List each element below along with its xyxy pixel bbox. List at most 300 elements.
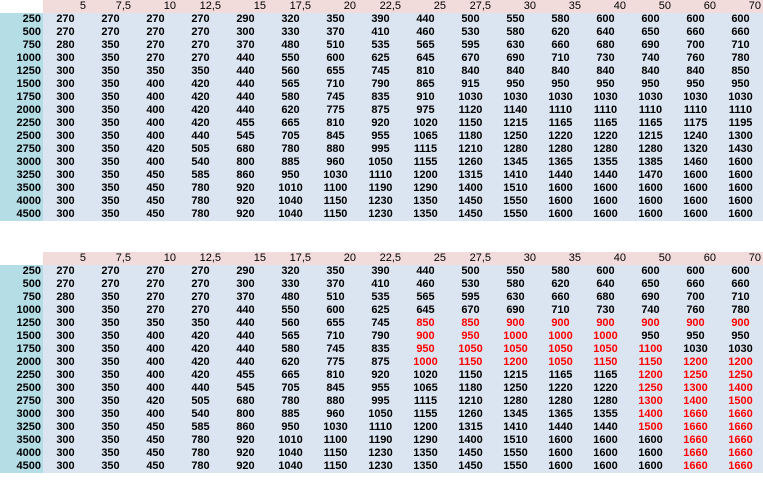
- table-cell[interactable]: 300: [43, 434, 88, 447]
- table-cell[interactable]: 950: [268, 169, 313, 182]
- table-cell[interactable]: 600: [718, 265, 763, 278]
- column-header[interactable]: 30: [493, 252, 538, 265]
- table-cell[interactable]: 900: [583, 317, 628, 330]
- table-cell[interactable]: 420: [178, 369, 223, 382]
- table-cell[interactable]: 440: [223, 330, 268, 343]
- table-cell[interactable]: 920: [223, 195, 268, 208]
- column-header[interactable]: 10: [133, 0, 178, 13]
- column-header[interactable]: 40: [583, 0, 628, 13]
- column-header[interactable]: 10: [133, 252, 178, 265]
- table-cell[interactable]: 510: [313, 39, 358, 52]
- table-cell[interactable]: 840: [673, 65, 718, 78]
- table-cell[interactable]: 760: [673, 52, 718, 65]
- table-cell[interactable]: 780: [268, 395, 313, 408]
- table-cell[interactable]: 875: [358, 104, 403, 117]
- row-header[interactable]: 1000: [0, 52, 43, 65]
- table-cell[interactable]: 950: [718, 330, 763, 343]
- table-cell[interactable]: 1600: [718, 156, 763, 169]
- table-cell[interactable]: 350: [313, 13, 358, 26]
- table-cell[interactable]: 450: [133, 460, 178, 473]
- table-cell[interactable]: 1280: [583, 395, 628, 408]
- table-cell[interactable]: 1195: [718, 117, 763, 130]
- table-cell[interactable]: 705: [268, 130, 313, 143]
- table-cell[interactable]: 1600: [673, 169, 718, 182]
- table-cell[interactable]: 350: [88, 356, 133, 369]
- table-cell[interactable]: 1175: [673, 117, 718, 130]
- table-cell[interactable]: 1220: [583, 382, 628, 395]
- table-cell[interactable]: 680: [223, 395, 268, 408]
- table-cell[interactable]: 1350: [403, 447, 448, 460]
- table-cell[interactable]: 1200: [493, 356, 538, 369]
- table-cell[interactable]: 835: [358, 91, 403, 104]
- table-cell[interactable]: 300: [223, 278, 268, 291]
- table-cell[interactable]: 1040: [268, 208, 313, 221]
- table-cell[interactable]: 1165: [538, 369, 583, 382]
- column-header[interactable]: 40: [583, 252, 628, 265]
- table-cell[interactable]: 1190: [358, 182, 403, 195]
- table-cell[interactable]: 1210: [448, 395, 493, 408]
- row-header[interactable]: 2500: [0, 130, 43, 143]
- table-cell[interactable]: 655: [313, 317, 358, 330]
- table-cell[interactable]: 1220: [538, 382, 583, 395]
- table-cell[interactable]: 300: [43, 169, 88, 182]
- table-cell[interactable]: 665: [268, 117, 313, 130]
- table-cell[interactable]: 710: [718, 39, 763, 52]
- table-cell[interactable]: 350: [88, 395, 133, 408]
- table-cell[interactable]: 885: [268, 156, 313, 169]
- table-cell[interactable]: 1180: [448, 130, 493, 143]
- table-cell[interactable]: 740: [628, 52, 673, 65]
- table-cell[interactable]: 1350: [403, 460, 448, 473]
- table-cell[interactable]: 1400: [718, 382, 763, 395]
- column-header[interactable]: 12,5: [178, 0, 223, 13]
- table-cell[interactable]: 1190: [358, 434, 403, 447]
- table-cell[interactable]: 1165: [583, 117, 628, 130]
- table-cell[interactable]: 400: [133, 408, 178, 421]
- table-cell[interactable]: 780: [718, 304, 763, 317]
- table-cell[interactable]: 1030: [628, 91, 673, 104]
- table-cell[interactable]: 350: [88, 117, 133, 130]
- row-header[interactable]: 2500: [0, 382, 43, 395]
- table-cell[interactable]: 350: [88, 130, 133, 143]
- column-header[interactable]: 30: [493, 0, 538, 13]
- table-cell[interactable]: 1215: [493, 117, 538, 130]
- table-cell[interactable]: 1100: [313, 182, 358, 195]
- table-cell[interactable]: 595: [448, 39, 493, 52]
- table-cell[interactable]: 645: [403, 52, 448, 65]
- table-cell[interactable]: 440: [178, 382, 223, 395]
- row-header[interactable]: 1500: [0, 78, 43, 91]
- table-cell[interactable]: 600: [718, 13, 763, 26]
- table-cell[interactable]: 850: [403, 317, 448, 330]
- table-cell[interactable]: 1200: [403, 421, 448, 434]
- table-cell[interactable]: 1440: [583, 169, 628, 182]
- table-cell[interactable]: 1065: [403, 382, 448, 395]
- table-cell[interactable]: 745: [313, 91, 358, 104]
- table-cell[interactable]: 440: [223, 91, 268, 104]
- table-cell[interactable]: 270: [43, 13, 88, 26]
- table-cell[interactable]: 625: [358, 52, 403, 65]
- table-cell[interactable]: 300: [43, 104, 88, 117]
- table-cell[interactable]: 580: [493, 278, 538, 291]
- row-header[interactable]: 1750: [0, 343, 43, 356]
- table-cell[interactable]: 1510: [493, 182, 538, 195]
- table-cell[interactable]: 270: [88, 26, 133, 39]
- column-header[interactable]: 7,5: [88, 252, 133, 265]
- table-cell[interactable]: 780: [178, 447, 223, 460]
- table-cell[interactable]: 780: [178, 434, 223, 447]
- table-cell[interactable]: 1600: [538, 434, 583, 447]
- table-cell[interactable]: 350: [313, 265, 358, 278]
- table-cell[interactable]: 270: [178, 26, 223, 39]
- table-cell[interactable]: 600: [673, 265, 718, 278]
- table-cell[interactable]: 420: [178, 91, 223, 104]
- table-cell[interactable]: 1600: [583, 195, 628, 208]
- column-header[interactable]: 70: [718, 0, 763, 13]
- table-cell[interactable]: 950: [448, 330, 493, 343]
- table-cell[interactable]: 1150: [313, 460, 358, 473]
- table-cell[interactable]: 860: [223, 421, 268, 434]
- table-cell[interactable]: 350: [88, 343, 133, 356]
- row-header[interactable]: 3250: [0, 421, 43, 434]
- table-cell[interactable]: 1300: [673, 382, 718, 395]
- row-header[interactable]: 750: [0, 291, 43, 304]
- table-cell[interactable]: 1215: [628, 130, 673, 143]
- table-cell[interactable]: 1600: [628, 434, 673, 447]
- table-cell[interactable]: 420: [178, 343, 223, 356]
- table-cell[interactable]: 880: [313, 395, 358, 408]
- table-cell[interactable]: 1030: [718, 91, 763, 104]
- table-cell[interactable]: 1230: [358, 447, 403, 460]
- table-cell[interactable]: 1600: [628, 447, 673, 460]
- table-cell[interactable]: 680: [583, 39, 628, 52]
- table-cell[interactable]: 1155: [403, 156, 448, 169]
- table-cell[interactable]: 1165: [583, 369, 628, 382]
- table-cell[interactable]: 730: [583, 304, 628, 317]
- table-cell[interactable]: 875: [358, 356, 403, 369]
- empty-cell[interactable]: [145, 238, 194, 251]
- table-cell[interactable]: 1150: [583, 356, 628, 369]
- table-cell[interactable]: 1550: [493, 447, 538, 460]
- row-header[interactable]: 3250: [0, 169, 43, 182]
- table-cell[interactable]: 390: [358, 13, 403, 26]
- table-cell[interactable]: 400: [133, 156, 178, 169]
- table-cell[interactable]: 920: [223, 460, 268, 473]
- table-cell[interactable]: 300: [43, 143, 88, 156]
- table-cell[interactable]: 460: [403, 278, 448, 291]
- table-cell[interactable]: 1030: [313, 169, 358, 182]
- table-cell[interactable]: 1600: [628, 182, 673, 195]
- table-cell[interactable]: 330: [268, 26, 313, 39]
- row-header[interactable]: 1000: [0, 304, 43, 317]
- table-cell[interactable]: 1320: [673, 143, 718, 156]
- table-cell[interactable]: 690: [628, 291, 673, 304]
- table-cell[interactable]: 530: [448, 26, 493, 39]
- table-cell[interactable]: 1600: [583, 182, 628, 195]
- table-cell[interactable]: 1110: [358, 421, 403, 434]
- table-cell[interactable]: 450: [133, 434, 178, 447]
- table-cell[interactable]: 1050: [493, 343, 538, 356]
- table-cell[interactable]: 840: [448, 65, 493, 78]
- table-cell[interactable]: 565: [268, 78, 313, 91]
- table-cell[interactable]: 1220: [538, 130, 583, 143]
- empty-cell[interactable]: [194, 238, 243, 251]
- table-cell[interactable]: 350: [88, 460, 133, 473]
- table-cell[interactable]: 1660: [718, 421, 763, 434]
- table-cell[interactable]: 640: [583, 26, 628, 39]
- table-cell[interactable]: 455: [223, 117, 268, 130]
- empty-cell[interactable]: [684, 238, 733, 251]
- table-cell[interactable]: 1600: [583, 208, 628, 221]
- table-cell[interactable]: 300: [223, 26, 268, 39]
- table-cell[interactable]: 480: [268, 39, 313, 52]
- table-cell[interactable]: 900: [538, 317, 583, 330]
- table-cell[interactable]: 300: [43, 156, 88, 169]
- row-header[interactable]: 250: [0, 265, 43, 278]
- row-header[interactable]: 3500: [0, 182, 43, 195]
- table-cell[interactable]: 370: [223, 39, 268, 52]
- table-cell[interactable]: 1210: [448, 143, 493, 156]
- table-cell[interactable]: 290: [223, 13, 268, 26]
- table-cell[interactable]: 595: [448, 291, 493, 304]
- table-cell[interactable]: 950: [673, 78, 718, 91]
- table-cell[interactable]: 600: [673, 13, 718, 26]
- table-cell[interactable]: 270: [178, 52, 223, 65]
- column-header[interactable]: 25: [403, 0, 448, 13]
- row-header[interactable]: 3500: [0, 434, 43, 447]
- table-cell[interactable]: 400: [133, 330, 178, 343]
- table-cell[interactable]: 350: [133, 317, 178, 330]
- table-cell[interactable]: 950: [583, 78, 628, 91]
- table-cell[interactable]: 1400: [448, 434, 493, 447]
- empty-cell[interactable]: [733, 238, 763, 251]
- table-cell[interactable]: 270: [43, 278, 88, 291]
- table-cell[interactable]: 1110: [538, 104, 583, 117]
- column-header[interactable]: 27,5: [448, 0, 493, 13]
- table-cell[interactable]: 440: [223, 65, 268, 78]
- table-cell[interactable]: 290: [223, 265, 268, 278]
- table-cell[interactable]: 400: [133, 356, 178, 369]
- table-cell[interactable]: 1400: [448, 182, 493, 195]
- table-cell[interactable]: 550: [493, 13, 538, 26]
- table-cell[interactable]: 440: [223, 78, 268, 91]
- table-cell[interactable]: 660: [673, 26, 718, 39]
- table-cell[interactable]: 910: [403, 91, 448, 104]
- table-cell[interactable]: 960: [313, 156, 358, 169]
- table-cell[interactable]: 350: [88, 317, 133, 330]
- table-cell[interactable]: 500: [448, 265, 493, 278]
- table-cell[interactable]: 1600: [583, 460, 628, 473]
- table-cell[interactable]: 1440: [538, 421, 583, 434]
- table-cell[interactable]: 660: [673, 278, 718, 291]
- table-cell[interactable]: 420: [178, 78, 223, 91]
- table-cell[interactable]: 1600: [538, 182, 583, 195]
- table-cell[interactable]: 1450: [448, 195, 493, 208]
- table-cell[interactable]: 690: [493, 304, 538, 317]
- table-cell[interactable]: 420: [178, 356, 223, 369]
- table-cell[interactable]: 535: [358, 39, 403, 52]
- row-header[interactable]: 1250: [0, 65, 43, 78]
- table-cell[interactable]: 500: [448, 13, 493, 26]
- table-cell[interactable]: 270: [178, 265, 223, 278]
- table-cell[interactable]: 950: [493, 78, 538, 91]
- table-cell[interactable]: 680: [223, 143, 268, 156]
- table-cell[interactable]: 1315: [448, 421, 493, 434]
- table-cell[interactable]: 350: [88, 156, 133, 169]
- table-cell[interactable]: 1290: [403, 434, 448, 447]
- table-cell[interactable]: 1600: [673, 195, 718, 208]
- table-cell[interactable]: 1000: [538, 330, 583, 343]
- table-cell[interactable]: 620: [268, 104, 313, 117]
- table-cell[interactable]: 920: [223, 182, 268, 195]
- table-cell[interactable]: 705: [268, 382, 313, 395]
- table-cell[interactable]: 1260: [448, 408, 493, 421]
- table-cell[interactable]: 1315: [448, 169, 493, 182]
- table-cell[interactable]: 1050: [358, 156, 403, 169]
- table-cell[interactable]: 995: [358, 143, 403, 156]
- table-cell[interactable]: 270: [133, 13, 178, 26]
- table-cell[interactable]: 1120: [448, 104, 493, 117]
- table-cell[interactable]: 600: [628, 13, 673, 26]
- table-cell[interactable]: 1460: [673, 156, 718, 169]
- table-cell[interactable]: 600: [313, 52, 358, 65]
- table-cell[interactable]: 400: [133, 117, 178, 130]
- table-cell[interactable]: 350: [88, 91, 133, 104]
- table-cell[interactable]: 300: [43, 117, 88, 130]
- table-cell[interactable]: 915: [448, 78, 493, 91]
- column-header[interactable]: 50: [628, 252, 673, 265]
- table-cell[interactable]: 1500: [628, 421, 673, 434]
- table-cell[interactable]: 1660: [673, 434, 718, 447]
- table-cell[interactable]: 810: [313, 117, 358, 130]
- row-header[interactable]: 1500: [0, 330, 43, 343]
- table-cell[interactable]: 1400: [673, 395, 718, 408]
- table-cell[interactable]: 565: [268, 330, 313, 343]
- corner-cell[interactable]: [0, 0, 43, 13]
- table-cell[interactable]: 420: [178, 117, 223, 130]
- table-cell[interactable]: 1030: [493, 91, 538, 104]
- table-cell[interactable]: 505: [178, 143, 223, 156]
- table-cell[interactable]: 270: [43, 26, 88, 39]
- empty-cell[interactable]: [47, 238, 96, 251]
- empty-cell[interactable]: [292, 238, 341, 251]
- table-cell[interactable]: 300: [43, 78, 88, 91]
- table-cell[interactable]: 440: [223, 343, 268, 356]
- table-cell[interactable]: 745: [358, 317, 403, 330]
- table-cell[interactable]: 585: [178, 421, 223, 434]
- table-cell[interactable]: 1150: [313, 195, 358, 208]
- table-cell[interactable]: 1365: [538, 408, 583, 421]
- table-cell[interactable]: 960: [313, 408, 358, 421]
- table-cell[interactable]: 270: [133, 278, 178, 291]
- table-cell[interactable]: 1660: [718, 460, 763, 473]
- table-cell[interactable]: 600: [583, 265, 628, 278]
- table-cell[interactable]: 840: [583, 65, 628, 78]
- table-cell[interactable]: 625: [358, 304, 403, 317]
- table-cell[interactable]: 1040: [268, 195, 313, 208]
- table-cell[interactable]: 880: [313, 143, 358, 156]
- table-cell[interactable]: 620: [538, 26, 583, 39]
- table-cell[interactable]: 1180: [448, 382, 493, 395]
- table-cell[interactable]: 775: [313, 356, 358, 369]
- table-cell[interactable]: 710: [718, 291, 763, 304]
- table-cell[interactable]: 350: [88, 104, 133, 117]
- table-cell[interactable]: 1280: [493, 143, 538, 156]
- table-cell[interactable]: 630: [493, 39, 538, 52]
- table-cell[interactable]: 300: [43, 369, 88, 382]
- table-cell[interactable]: 950: [268, 421, 313, 434]
- empty-cell[interactable]: [341, 238, 390, 251]
- row-header[interactable]: 250: [0, 13, 43, 26]
- empty-cell[interactable]: [586, 238, 635, 251]
- table-cell[interactable]: 850: [448, 317, 493, 330]
- table-cell[interactable]: 655: [313, 65, 358, 78]
- table-cell[interactable]: 545: [223, 382, 268, 395]
- table-cell[interactable]: 780: [178, 195, 223, 208]
- row-header[interactable]: 3000: [0, 156, 43, 169]
- table-cell[interactable]: 1660: [673, 408, 718, 421]
- table-cell[interactable]: 370: [313, 26, 358, 39]
- table-cell[interactable]: 1150: [313, 447, 358, 460]
- table-cell[interactable]: 1065: [403, 130, 448, 143]
- table-cell[interactable]: 370: [313, 278, 358, 291]
- table-cell[interactable]: 710: [313, 78, 358, 91]
- table-cell[interactable]: 270: [43, 265, 88, 278]
- table-cell[interactable]: 1600: [718, 182, 763, 195]
- column-header[interactable]: 20: [313, 252, 358, 265]
- table-cell[interactable]: 840: [628, 65, 673, 78]
- table-cell[interactable]: 1050: [538, 343, 583, 356]
- column-header[interactable]: 7,5: [88, 0, 133, 13]
- table-cell[interactable]: 280: [43, 291, 88, 304]
- table-cell[interactable]: 1030: [313, 421, 358, 434]
- column-header[interactable]: 35: [538, 0, 583, 13]
- column-header[interactable]: 5: [43, 252, 88, 265]
- table-cell[interactable]: 1550: [493, 460, 538, 473]
- empty-cell[interactable]: [96, 238, 145, 251]
- table-cell[interactable]: 1510: [493, 434, 538, 447]
- table-cell[interactable]: 390: [358, 265, 403, 278]
- table-cell[interactable]: 710: [538, 304, 583, 317]
- table-cell[interactable]: 350: [88, 65, 133, 78]
- table-cell[interactable]: 530: [448, 278, 493, 291]
- column-header[interactable]: 35: [538, 252, 583, 265]
- table-cell[interactable]: 580: [268, 91, 313, 104]
- table-cell[interactable]: 760: [673, 304, 718, 317]
- table-cell[interactable]: 300: [43, 447, 88, 460]
- table-cell[interactable]: 440: [223, 317, 268, 330]
- table-cell[interactable]: 400: [133, 382, 178, 395]
- row-header[interactable]: 1750: [0, 91, 43, 104]
- table-cell[interactable]: 450: [133, 208, 178, 221]
- table-cell[interactable]: 600: [583, 13, 628, 26]
- table-cell[interactable]: 270: [133, 291, 178, 304]
- table-cell[interactable]: 1345: [493, 156, 538, 169]
- table-cell[interactable]: 1410: [493, 169, 538, 182]
- column-header[interactable]: 17,5: [268, 0, 313, 13]
- table-cell[interactable]: 505: [178, 395, 223, 408]
- table-cell[interactable]: 1150: [448, 356, 493, 369]
- table-cell[interactable]: 350: [133, 65, 178, 78]
- table-cell[interactable]: 780: [178, 460, 223, 473]
- empty-cell[interactable]: [488, 238, 537, 251]
- table-cell[interactable]: 270: [133, 26, 178, 39]
- table-cell[interactable]: 1110: [583, 104, 628, 117]
- table-cell[interactable]: 1600: [718, 169, 763, 182]
- table-cell[interactable]: 1450: [448, 447, 493, 460]
- table-cell[interactable]: 1030: [673, 343, 718, 356]
- table-cell[interactable]: 680: [583, 291, 628, 304]
